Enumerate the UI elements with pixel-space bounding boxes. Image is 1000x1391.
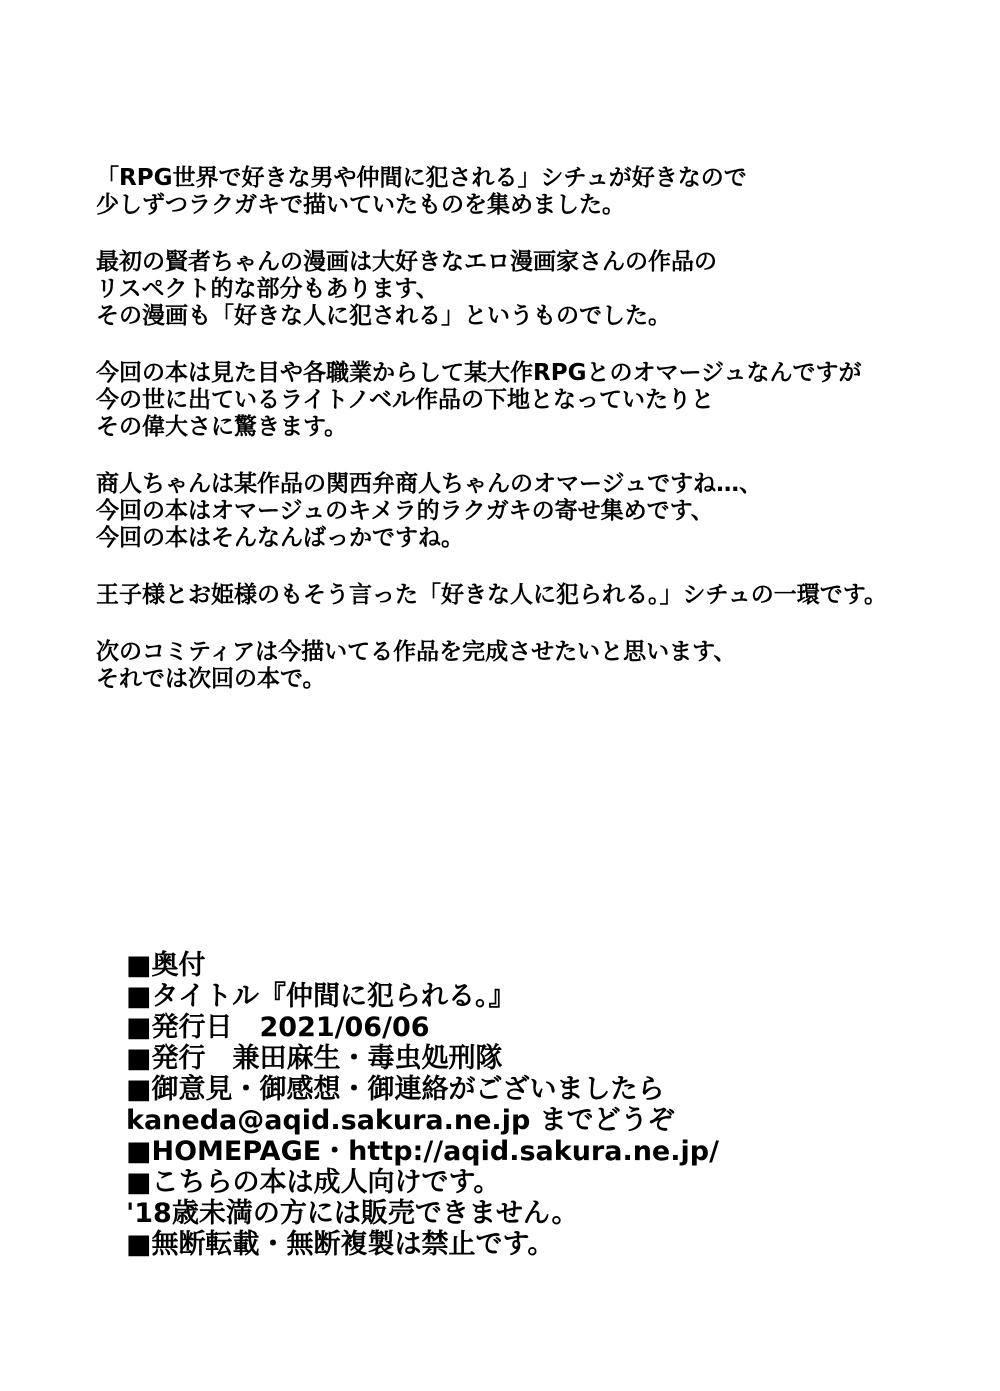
colophon-age-restriction: '18歳未満の方には販売できません。 [126, 1198, 579, 1229]
text-line: 最初の賢者ちゃんの漫画は大好きなエロ漫画家さんの作品の [96, 249, 717, 275]
afterword-paragraph-4 [96, 471, 976, 552]
colophon-copyright-notice: ■無断転載・無断複製は禁止です。 [126, 1229, 555, 1260]
text-line: 商人ちゃんは某作品の関西弁商人ちゃんのオマージュですね…、 [96, 471, 763, 497]
text-line: それでは次回の本で。 [96, 666, 326, 692]
text-line: 今回の本はそんなんばっかですね。 [96, 525, 464, 551]
text-line: 今回の本は見た目や各職業からして某大作RPGとのオマージュなんですが [96, 360, 862, 386]
text-line: 少しずつラクガキで描いていたものを集めました。 [96, 192, 625, 218]
colophon-title: ■タイトル『仲間に犯られる。』 [126, 981, 516, 1012]
text-line: 「RPG世界で好きな男や仲間に犯される」シチュが好きなので [96, 165, 747, 191]
afterword-paragraph-5 [96, 582, 976, 609]
colophon [126, 950, 986, 1260]
colophon-adult-notice: ■こちらの本は成人向けです。 [126, 1167, 501, 1198]
text-line: 王子様とお姫様のもそう言った「好きな人に犯られる。」シチュの一環です。 [96, 582, 887, 608]
text-line: その漫画も「好きな人に犯される」というものでした。 [96, 303, 671, 329]
colophon-contact-note: ■御意見・御感想・御連絡がございましたら [126, 1074, 665, 1105]
afterword-paragraph-3 [96, 360, 976, 441]
colophon-email: kaneda@aqid.sakura.ne.jp までどうぞ [126, 1105, 675, 1136]
text-line: 今の世に出ているライトノベル作品の下地となっていたりと [96, 387, 715, 413]
colophon-homepage: ■HOMEPAGE・http://aqid.sakura.ne.jp/ [126, 1136, 719, 1167]
afterword-text [96, 165, 976, 723]
afterword-paragraph-6 [96, 639, 976, 693]
text-line: 次のコミティアは今描いてる作品を完成させたいと思います、 [96, 639, 737, 665]
colophon-heading: ■奥付 [126, 950, 206, 981]
text-line: 今回の本はオマージュのキメラ的ラクガキの寄せ集めです、 [96, 498, 714, 524]
colophon-publisher: ■発行 兼田麻生・毒虫処刑隊 [126, 1043, 503, 1074]
colophon-publish-date: ■発行日 2021/06/06 [126, 1012, 430, 1043]
text-line: リスペクト的な部分もあります、 [96, 276, 439, 302]
text-line: その偉大さに驚きます。 [96, 414, 348, 440]
afterword-paragraph-1 [96, 165, 976, 219]
afterword-paragraph-2 [96, 249, 976, 330]
